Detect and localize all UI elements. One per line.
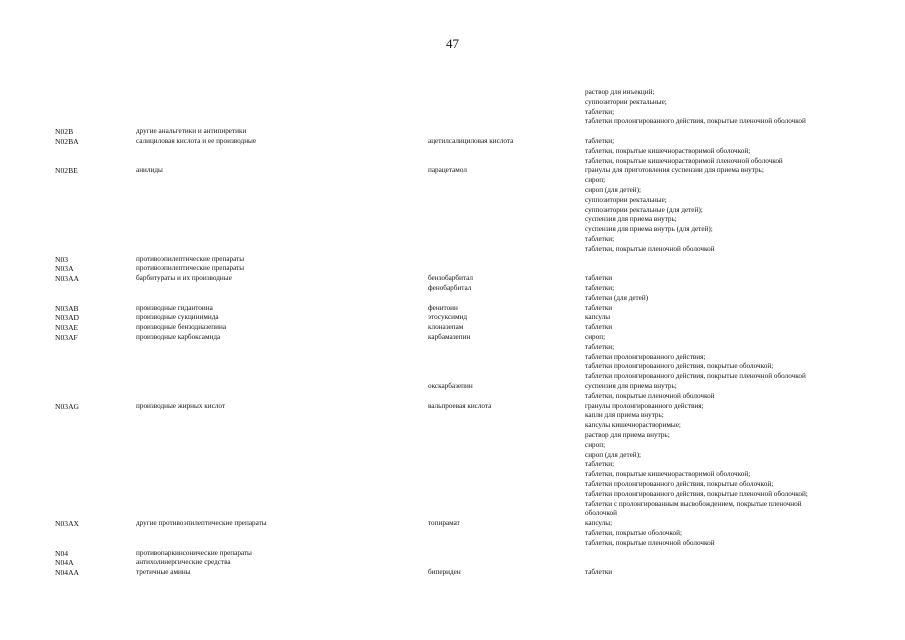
dosage-form: таблетки: [585, 303, 613, 312]
atc-group-name: салициловая кислота и ее производные: [136, 137, 257, 145]
drug-name: фенитоин: [428, 303, 458, 312]
dosage-form: суппозитории ректальные (для детей);: [585, 205, 703, 214]
dosage-form: таблетки, покрытые пленочной оболочкой: [585, 391, 715, 400]
table-row: [0, 88, 905, 98]
table-row: [0, 108, 905, 118]
table-row: [0, 215, 905, 225]
dosage-form: таблетки с пролонгированным высвобождением, покрытые пленочной: [585, 499, 802, 508]
atc-code: N03AE: [55, 323, 79, 333]
dosage-form: раствор для инъекций;: [585, 88, 655, 96]
dosage-form: сироп (для детей);: [585, 186, 642, 194]
dosage-form: капсулы;: [585, 519, 613, 528]
atc-group-name: производные жирных кислот: [136, 401, 225, 410]
table-row: [0, 470, 905, 480]
atc-code: N03A: [55, 264, 74, 274]
dosage-form: таблетки пролонгированного действия, покрытые оболочкой;: [585, 480, 774, 488]
dosage-form: капсулы: [585, 313, 611, 322]
atc-code: N02B: [55, 127, 74, 137]
table-row: [0, 117, 905, 127]
dosage-form: гранулы для приготовления суспензии для приема внутрь;: [585, 166, 764, 175]
dosage-form: суспензия для приема внутрь;: [585, 382, 677, 390]
table-row: [0, 451, 905, 461]
dosage-form: таблетки, покрытые пленочной оболочкой: [585, 538, 715, 547]
table-row: [0, 421, 905, 431]
dosage-form: таблетки;: [585, 235, 615, 243]
table-row: [0, 382, 905, 392]
table-row: [0, 490, 905, 500]
dosage-form: сироп;: [585, 176, 606, 185]
table-row: [0, 441, 905, 451]
table-row: [0, 353, 905, 363]
table-row: [0, 333, 905, 343]
table-row: [0, 196, 905, 206]
dosage-form: таблетки пролонгированного действия, покрытые оболочкой;: [585, 362, 774, 371]
dosage-form: таблетки;: [585, 284, 615, 292]
atc-group-name: антихолинергические средства: [136, 558, 231, 567]
table-row: [0, 343, 905, 353]
dosage-form: таблетки;: [585, 460, 615, 469]
atc-group-name: производные сукцинимида: [136, 313, 219, 322]
table-row: [0, 539, 905, 549]
table-row: [0, 313, 905, 323]
atc-group-name: производные карбоксамида: [136, 333, 221, 341]
table-row: [0, 372, 905, 382]
dosage-form: таблетки (для детей): [585, 293, 649, 302]
dosage-form: таблетки, покрытые оболочкой;: [585, 529, 682, 537]
dosage-form: таблетки пролонгированного действия, покрытые пленочной оболочкой;: [585, 489, 808, 498]
atc-code: N03AA: [55, 274, 80, 284]
table-row: [0, 127, 905, 137]
atc-code: N03AG: [55, 401, 80, 411]
atc-code: N03AD: [55, 313, 80, 323]
atc-code: N03AX: [55, 519, 80, 529]
table-row: [0, 166, 905, 176]
dosage-form: таблетки: [585, 568, 613, 577]
drug-name: бипериден: [428, 568, 461, 577]
table-row: [0, 186, 905, 196]
dosage-form: капли для приема внутрь;: [585, 411, 664, 420]
dosage-form: таблетки, покрытые кишечнорастворимой оболочкой;: [585, 470, 751, 479]
atc-group-name: противопаркинсонические препараты: [136, 548, 252, 557]
dosage-form: таблетки;: [585, 342, 615, 351]
table-row: [0, 206, 905, 216]
drug-name: топирамат: [428, 519, 460, 528]
drug-name: фенобарбитал: [428, 284, 472, 292]
table-row: [0, 98, 905, 108]
atc-code: N04A: [55, 558, 74, 568]
drug-name: клоназепам: [428, 323, 464, 332]
dosage-form: таблетки, покрытые пленочной оболочкой: [585, 244, 715, 253]
table-row: [0, 137, 905, 147]
atc-code: N03: [55, 254, 69, 264]
table-row: [0, 509, 905, 519]
dosage-form: таблетки;: [585, 107, 615, 116]
drug-name: карбамазепин: [428, 333, 471, 341]
atc-group-name: производные бензодиазепина: [136, 323, 227, 332]
table-row: [0, 284, 905, 294]
table-row: [0, 157, 905, 167]
atc-group-name: барбитураты и их производные: [136, 274, 232, 283]
atc-group-name: производные гидантоина: [136, 303, 213, 312]
atc-group-name: противоэпилептические препараты: [136, 254, 245, 263]
table-row: [0, 549, 905, 559]
dosage-form: сироп;: [585, 440, 606, 449]
atc-code: N04: [55, 548, 69, 558]
atc-code: N02BA: [55, 137, 79, 146]
table-row: [0, 304, 905, 314]
drug-name: этосуксимид: [428, 313, 467, 322]
dosage-form: суппозитории ректальные;: [585, 195, 667, 204]
table-row: [0, 500, 905, 510]
dosage-form: суспензия для приема внутрь (для детей);: [585, 225, 713, 234]
dosage-form: оболочкой: [585, 509, 617, 518]
table-row: [0, 147, 905, 157]
page-number: 47: [446, 36, 459, 51]
table-row: [0, 225, 905, 235]
table-row: [0, 323, 905, 333]
table-row: [0, 431, 905, 441]
table-row: [0, 558, 905, 568]
dosage-form: таблетки, покрытые кишечнорастворимой оболочкой;: [585, 146, 751, 155]
drug-name: вальпроевая кислота: [428, 401, 492, 410]
dosage-form: суппозитории ректальные;: [585, 97, 667, 106]
atc-group-name: противоэпилептические препараты: [136, 264, 245, 273]
atc-code: N02BE: [55, 166, 78, 176]
table-row: [0, 235, 905, 245]
atc-group-name: другие анальгетики и антипиретики: [136, 127, 247, 136]
dosage-form: таблетки;: [585, 137, 615, 145]
dosage-form: гранулы пролонгированного действия;: [585, 401, 704, 410]
table-row: [0, 480, 905, 490]
atc-code: N03AB: [55, 303, 79, 313]
drug-name: ацетилсалициловая кислота: [428, 137, 514, 145]
atc-code: N03AF: [55, 333, 78, 342]
dosage-form: таблетки: [585, 274, 613, 283]
table-row: [0, 402, 905, 412]
drug-name: окскарбазепин: [428, 382, 473, 390]
dosage-form: сироп;: [585, 333, 606, 341]
table-row: [0, 568, 905, 578]
table-row: [0, 294, 905, 304]
dosage-form: таблетки пролонгированного действия;: [585, 352, 706, 361]
atc-group-name: анилиды: [136, 166, 163, 175]
dosage-form: таблетки пролонгированного действия, покрытые пленочной оболочкой: [585, 372, 806, 381]
drug-name: парацетамол: [428, 166, 467, 175]
table-row: [0, 411, 905, 421]
dosage-form: суспензия для приема внутрь;: [585, 215, 677, 224]
table-row: [0, 392, 905, 402]
dosage-form: капсулы кишечнорастворимые;: [585, 421, 681, 430]
table-row: [0, 519, 905, 529]
dosage-form: сироп (для детей);: [585, 450, 642, 459]
table-row: [0, 255, 905, 265]
dosage-form: таблетки, покрытые кишечнорастворимой пленочной оболочкой: [585, 156, 783, 165]
table-row: [0, 245, 905, 255]
atc-code: N04AA: [55, 568, 80, 578]
dosage-form: таблетки пролонгированного действия, покрытые пленочной оболочкой: [585, 117, 806, 126]
table-row: [0, 362, 905, 372]
atc-group-name: другие противоэпилептические препараты: [136, 519, 267, 528]
table-row: [0, 274, 905, 284]
dosage-form: таблетки: [585, 323, 613, 332]
table-row: [0, 264, 905, 274]
table-row: [0, 529, 905, 539]
table-row: [0, 460, 905, 470]
atc-group-name: третичные амины: [136, 568, 191, 577]
dosage-form: раствор для приема внутрь;: [585, 431, 670, 439]
drug-name: бензобарбитал: [428, 274, 474, 283]
table-row: [0, 176, 905, 186]
